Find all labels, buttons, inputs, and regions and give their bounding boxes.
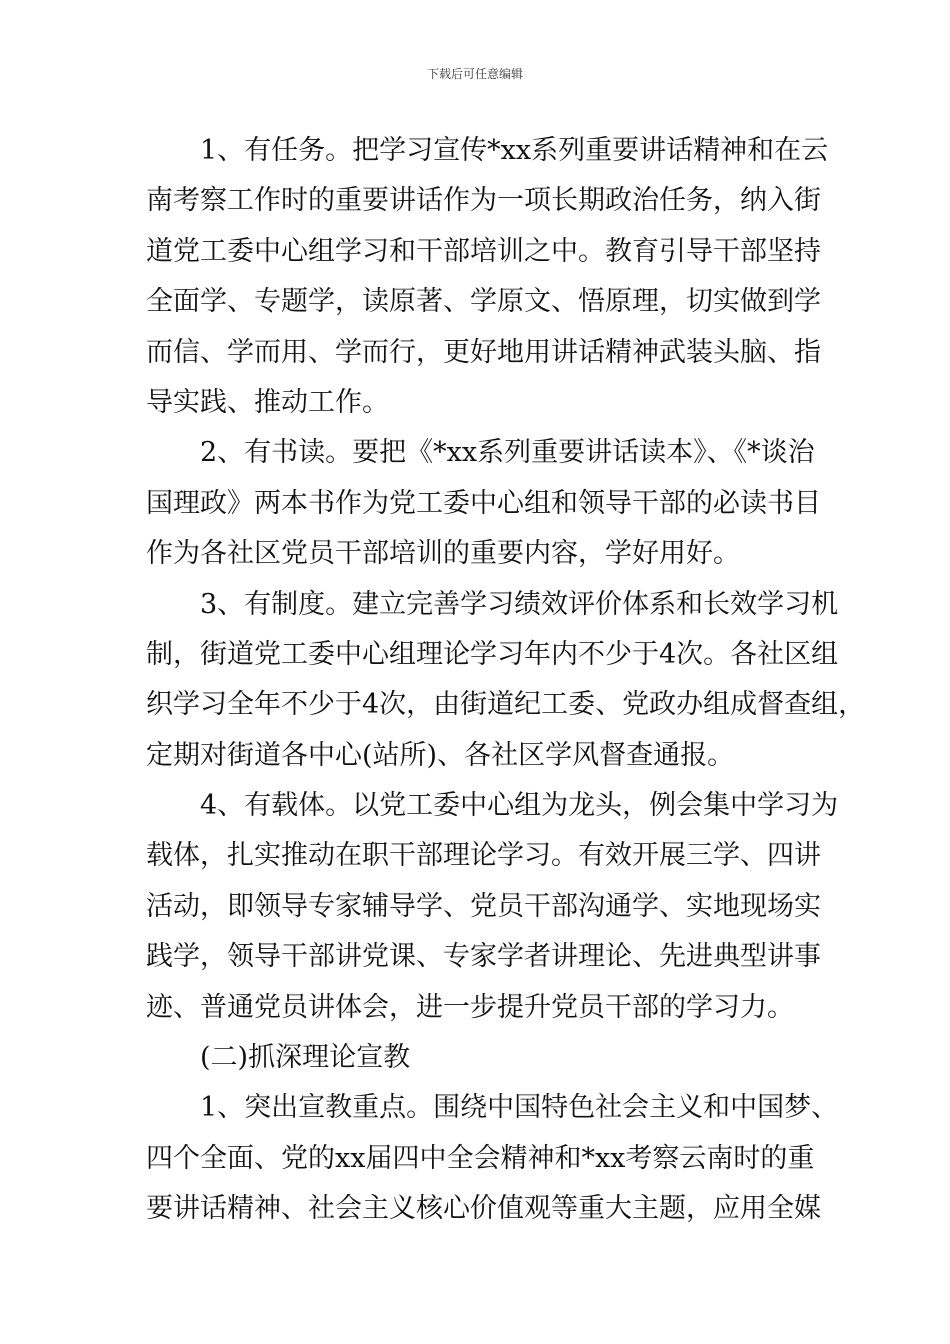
paragraph-line: 定期对街道各中心(站所)、各社区学风督查通报。 (146, 739, 735, 771)
paragraph-line: 1、突出宣教重点。围绕中国特色社会主义和中国梦、 (200, 1092, 839, 1124)
paragraph-line: 四个全面、党的xx届四中全会精神和*xx考察云南时的重 (146, 1142, 815, 1174)
document-body (146, 126, 866, 1235)
paragraph-line: 迹、普通党员讲体会，进一步提升党员干部的学习力。 (146, 991, 794, 1023)
paragraph-line: 践学，领导干部讲党课、专家学者讲理论、先进典型讲事 (146, 941, 821, 973)
paragraph-line: 3、有制度。建立完善学习绩效评价体系和长效学习机 (200, 588, 839, 620)
paragraph-line: 1、有任务。把学习宣传*xx系列重要讲话精神和在云 (200, 135, 829, 166)
paragraph-line: 而信、学而用、学而行，更好地用讲话精神武装头脑、指 (146, 336, 821, 368)
paragraph-line: 全面学、专题学，读原著、学原文、悟原理，切实做到学 (146, 286, 821, 318)
paragraph-line: 载体，扎实推动在职干部理论学习。有效开展三学、四讲 (146, 840, 821, 872)
paragraph-line: 道党工委中心组学习和干部培训之中。教育引导干部坚持 (146, 235, 821, 267)
paragraph-line: 导实践、推动工作。 (146, 386, 389, 418)
paragraph-line: 2、有书读。要把《*xx系列重要讲话读本》、《*谈治 (200, 437, 815, 469)
page-header: 下载后可任意编辑 (426, 67, 523, 81)
section-heading: (二)抓深理论宣教 (200, 1042, 411, 1074)
paragraph-line: 国理政》两本书作为党工委中心组和领导干部的必读书目 (146, 487, 821, 519)
paragraph-line: 作为各社区党员干部培训的重要内容，学好用好。 (146, 538, 740, 570)
paragraph-line: 要讲话精神、社会主义核心价值观等重大主题，应用全媒 (146, 1193, 821, 1225)
paragraph-line: 南考察工作时的重要讲话作为一项长期政治任务，纳入街 (146, 185, 821, 217)
paragraph-line: 制，街道党工委中心组理论学习年内不少于4次。各社区组 (146, 638, 839, 670)
paragraph-line: 4、有载体。以党工委中心组为龙头，例会集中学习为 (200, 790, 839, 822)
paragraph-line: 织学习全年不少于4次，由街道纪工委、党政办组成督查组， (146, 689, 866, 721)
paragraph-line: 活动，即领导专家辅导学、党员干部沟通学、实地现场实 (146, 890, 821, 922)
